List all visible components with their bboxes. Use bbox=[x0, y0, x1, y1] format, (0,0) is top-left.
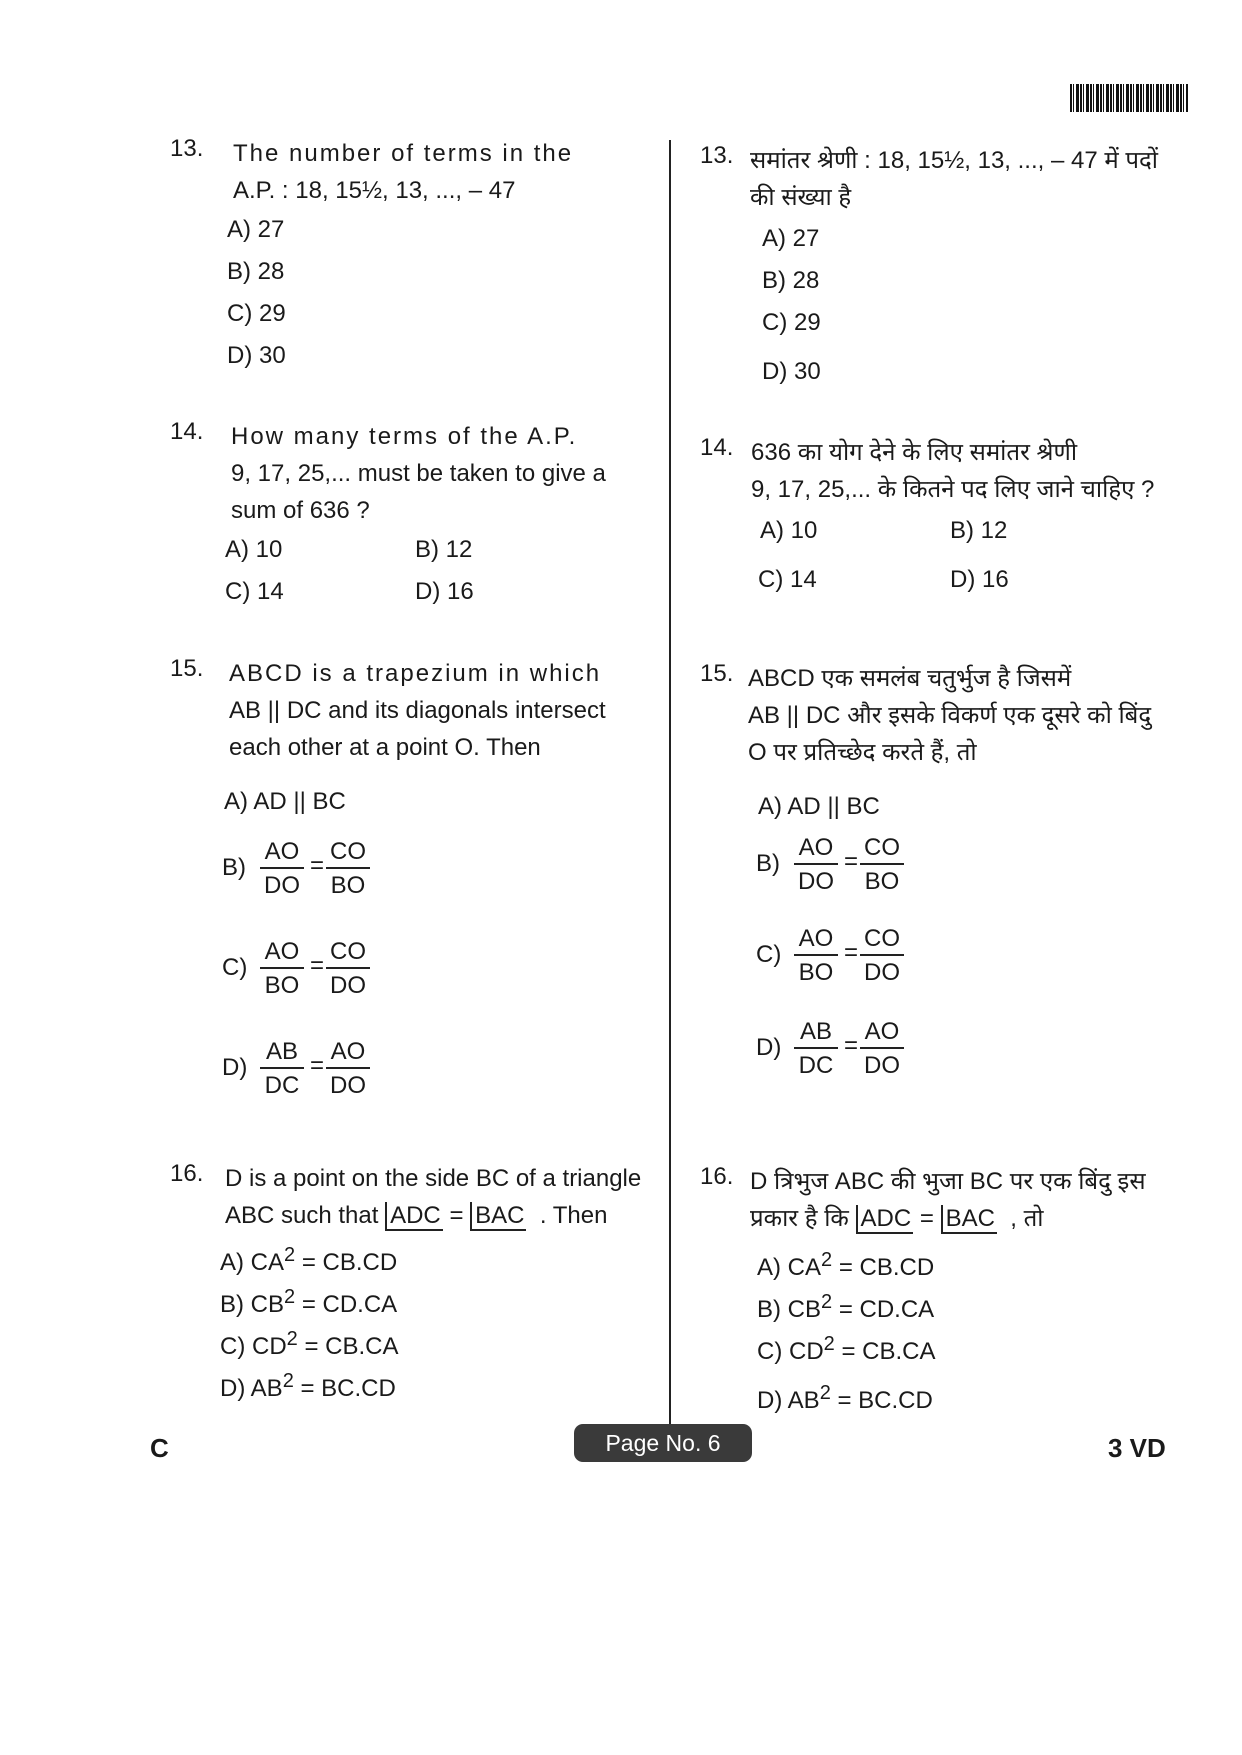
fraction-left: $\frac{AB}{DC}$ bbox=[260, 1036, 304, 1100]
angle-symbol: ADC bbox=[856, 1205, 914, 1234]
option-a: A) $CA^2 = CB.CD$ bbox=[757, 1249, 935, 1281]
question-number: 16. bbox=[170, 1160, 204, 1187]
fraction-right: $\frac{CO}{DO}$ bbox=[860, 923, 904, 987]
option-d: D) 30 bbox=[227, 342, 286, 369]
question-number: 15. bbox=[700, 660, 734, 687]
question-number: 13. bbox=[170, 135, 204, 162]
option-d: D) $AB^2 = BC.CD$ bbox=[757, 1382, 933, 1414]
angle-symbol: BAC bbox=[941, 1205, 997, 1234]
question-text: ABCD is a trapezium in which AB || DC and its diagonals intersect each other at a point O. Then bbox=[229, 660, 606, 761]
question-number: 16. bbox=[700, 1163, 734, 1190]
question-text: The number of terms in the A.P. : 18, 15½, 13, ..., – 47 bbox=[233, 140, 574, 204]
angle-symbol: ADC bbox=[385, 1202, 443, 1231]
question-text: समांतर श्रेणी : 18, 15½, 13, ..., – 47 में पदों की संख्या है bbox=[750, 147, 1158, 211]
option-c: C) 14 bbox=[758, 566, 817, 593]
paper-code: 3 VD bbox=[1108, 1433, 1166, 1463]
question-number: 14. bbox=[170, 418, 204, 445]
option-b: B) 28 bbox=[227, 258, 285, 285]
option-c: C) 29 bbox=[227, 300, 286, 327]
fraction-left: $\frac{AO}{BO}$ bbox=[260, 936, 304, 1000]
set-letter: C bbox=[150, 1433, 169, 1463]
option-d: D) 30 bbox=[762, 358, 821, 385]
option-d: D) $AB^2 = BC.CD$ bbox=[220, 1370, 396, 1402]
option-b: B) 12 bbox=[950, 517, 1008, 544]
question-text: How many terms of the A.P. 9, 17, 25,... must be taken to give a sum of 636 ? bbox=[231, 423, 606, 524]
fraction-right: $\frac{CO}{BO}$ bbox=[860, 832, 904, 896]
option-b: B) 28 bbox=[762, 267, 820, 294]
question-number: 15. bbox=[170, 655, 204, 682]
option-b: B) $CB^2 = CD.CA$ bbox=[757, 1291, 935, 1323]
option-d: D) 16 bbox=[415, 578, 474, 605]
page-number-badge: Page No. 6 bbox=[574, 1424, 752, 1462]
question-text: D त्रिभुज ABC की भुजा BC पर एक बिंदु इस प्रकार है कि ADC = BAC , तो bbox=[750, 1168, 1146, 1232]
fraction-right: $\frac{CO}{DO}$ bbox=[326, 936, 370, 1000]
barcode bbox=[1070, 84, 1188, 112]
question-text: D is a point on the side BC of a triangle ABC such that ADC = BAC . Then bbox=[225, 1165, 642, 1229]
fraction-left: $\frac{AB}{DC}$ bbox=[794, 1016, 838, 1080]
question-number: 13. bbox=[700, 142, 734, 169]
option-a: A) $CA^2 = CB.CD$ bbox=[220, 1244, 398, 1276]
angle-symbol: BAC bbox=[470, 1202, 526, 1231]
question-text: ABCD एक समलंब चतुर्भुज है जिसमें AB || DC और इसके विकर्ण एक दूसरे को बिंदु O पर प्रतिच्छेद करते हैं, तो bbox=[748, 665, 1152, 766]
fraction-left: $\frac{AO}{DO}$ bbox=[260, 836, 304, 900]
option-a: A) 27 bbox=[227, 216, 285, 243]
option-a: A) 10 bbox=[760, 517, 818, 544]
option-c: C) 14 bbox=[225, 578, 284, 605]
option-c: C) $CD^2 = CB.CA$ bbox=[757, 1333, 936, 1365]
option-a: A) 27 bbox=[762, 225, 820, 252]
column-divider bbox=[669, 140, 671, 1426]
option-d: D) 16 bbox=[950, 566, 1009, 593]
option-a: A) AD || BC bbox=[224, 788, 346, 815]
fraction-right: $\frac{AO}{DO}$ bbox=[860, 1016, 904, 1080]
question-text: 636 का योग देने के लिए समांतर श्रेणी 9, 17, 25,... के कितने पद लिए जाने चाहिए ? bbox=[751, 439, 1155, 503]
fraction-left: $\frac{AO}{DO}$ bbox=[794, 832, 838, 896]
option-c: C) 29 bbox=[762, 309, 821, 336]
fraction-right: $\frac{CO}{BO}$ bbox=[326, 836, 370, 900]
option-c: C) $CD^2 = CB.CA$ bbox=[220, 1328, 399, 1360]
option-b: B) 12 bbox=[415, 536, 473, 563]
option-a: A) AD || BC bbox=[758, 793, 880, 820]
fraction-right: $\frac{AO}{DO}$ bbox=[326, 1036, 370, 1100]
option-a: A) 10 bbox=[225, 536, 283, 563]
option-b: B) $CB^2 = CD.CA$ bbox=[220, 1286, 398, 1318]
question-number: 14. bbox=[700, 434, 734, 461]
fraction-left: $\frac{AO}{BO}$ bbox=[794, 923, 838, 987]
